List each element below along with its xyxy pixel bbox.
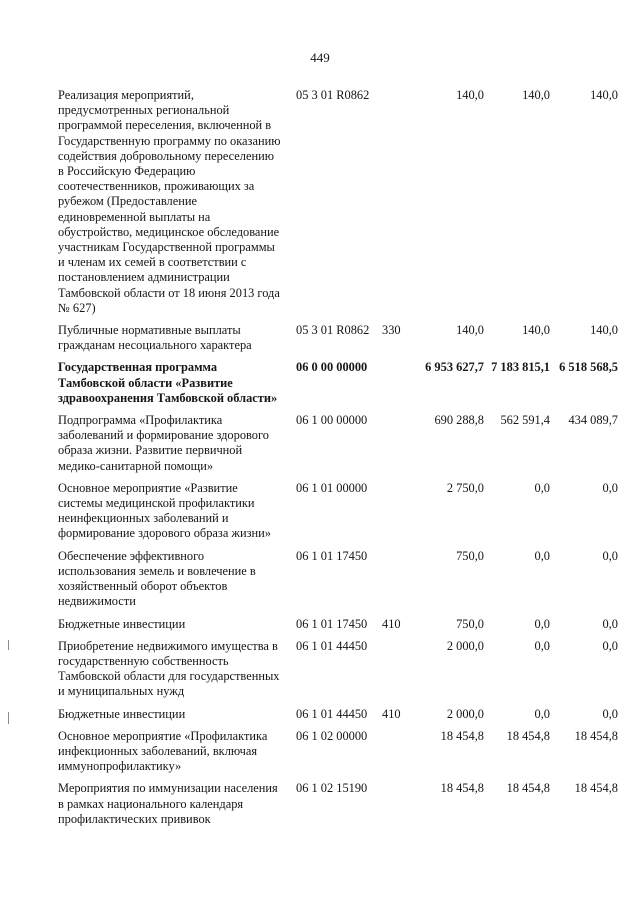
row-name: Реализация мероприятий, предусмотренных региональной программой переселения, включенной в Государственную программу по оказанию содействия добровольному переселению в Российскую Федерацию соотечественников, проживающих за рубежом (Предоставление единовременной выплаты на обустройство, медицинское обследование участникам Государственной программы и членам их семей в соответствии с постановлением администрации Тамбовской области от 18 июня 2013 года № 627) <box>58 88 281 315</box>
table-row <box>58 610 618 632</box>
row-amount-year-1: 2 000,0 <box>446 638 484 653</box>
table-row <box>58 474 618 542</box>
table-row <box>58 353 618 406</box>
row-amount-year-1: 690 288,8 <box>434 413 484 428</box>
row-expense-type: 330 <box>382 323 401 338</box>
row-amount-year-1: 18 454,8 <box>440 728 484 743</box>
row-code: 05 3 01 R0862 <box>296 323 370 338</box>
row-code: 06 1 01 17450 <box>296 616 368 631</box>
row-code: 06 0 00 00000 <box>296 360 368 375</box>
row-expense-type: 410 <box>382 616 401 631</box>
budget-table <box>58 88 618 827</box>
row-expense-type <box>382 88 408 316</box>
row-name: Бюджетные инвестиции <box>58 706 186 721</box>
row-code: 06 1 02 15190 <box>296 781 368 796</box>
row-amount-year-1: 18 454,8 <box>440 781 484 796</box>
row-amount-year-3: 18 454,8 <box>574 728 618 743</box>
table-row <box>58 88 618 316</box>
scan-margin-mark <box>8 712 9 724</box>
row-amount-year-2: 0,0 <box>534 638 550 653</box>
row-amount-year-1: 6 953 627,7 <box>425 360 484 375</box>
row-amount-year-2: 0,0 <box>534 548 550 563</box>
row-name: Основное мероприятие «Профилактика инфекционных заболеваний, включая иммунопрофилактику» <box>58 728 268 774</box>
row-code: 05 3 01 R0862 <box>296 88 370 102</box>
table-row <box>58 632 618 700</box>
row-amount-year-2: 18 454,8 <box>506 781 550 796</box>
row-amount-year-2: 562 591,4 <box>500 413 550 428</box>
row-amount-year-2: 140,0 <box>522 323 550 338</box>
row-expense-type: 410 <box>382 706 401 721</box>
row-amount-year-1: 140,0 <box>456 323 484 338</box>
row-amount-year-2: 140,0 <box>522 88 550 102</box>
row-amount-year-2: 18 454,8 <box>506 728 550 743</box>
row-amount-year-1: 140,0 <box>456 88 484 102</box>
row-expense-type <box>382 353 408 406</box>
row-name: Публичные нормативные выплаты гражданам несоциального характера <box>58 323 252 353</box>
row-name: Бюджетные инвестиции <box>58 616 186 631</box>
row-amount-year-3: 0,0 <box>602 706 618 721</box>
row-code: 06 1 02 00000 <box>296 728 368 743</box>
row-amount-year-3: 0,0 <box>602 616 618 631</box>
row-code: 06 1 01 00000 <box>296 480 368 495</box>
row-expense-type <box>382 632 408 700</box>
row-name: Подпрограмма «Профилактика заболеваний и формирование здорового образа жизни. Развитие первичной медико-санитарной помощи» <box>58 413 269 473</box>
row-expense-type <box>382 722 408 775</box>
row-expense-type <box>382 774 408 827</box>
row-name: Государственная программа Тамбовской области «Развитие здравоохранения Тамбовской области» <box>58 360 278 405</box>
row-amount-year-3: 0,0 <box>602 548 618 563</box>
row-code: 06 1 01 44450 <box>296 706 368 721</box>
row-name: Обеспечение эффективного использования земель и вовлечение в хозяйственный оборот объектов недвижимости <box>58 548 256 609</box>
table-row <box>58 406 618 474</box>
row-amount-year-2: 7 183 815,1 <box>491 360 550 375</box>
row-amount-year-3: 140,0 <box>590 88 618 102</box>
row-amount-year-3: 434 089,7 <box>568 413 618 428</box>
row-amount-year-3: 6 518 568,5 <box>559 360 618 375</box>
row-amount-year-3: 18 454,8 <box>574 781 618 796</box>
table-row <box>58 722 618 775</box>
row-expense-type <box>382 542 408 610</box>
row-name: Основное мероприятие «Развитие системы медицинской профилактики неинфекционных заболеваний и формирование здорового образа жизни» <box>58 480 271 541</box>
table-row <box>58 774 618 827</box>
table-row <box>58 316 618 353</box>
row-name: Приобретение недвижимого имущества в государственную собственность Тамбовской области для государственных и муниципальных нужд <box>58 638 280 699</box>
row-expense-type <box>382 406 408 474</box>
row-amount-year-1: 2 000,0 <box>446 706 484 721</box>
row-amount-year-1: 750,0 <box>456 548 484 563</box>
row-amount-year-3: 140,0 <box>590 323 618 338</box>
table-row <box>58 700 618 722</box>
row-expense-type <box>382 474 408 542</box>
row-code: 06 1 00 00000 <box>296 413 368 428</box>
row-code: 06 1 01 17450 <box>296 548 368 563</box>
row-amount-year-3: 0,0 <box>602 480 618 495</box>
row-amount-year-2: 0,0 <box>534 480 550 495</box>
row-code: 06 1 01 44450 <box>296 638 368 653</box>
row-amount-year-1: 2 750,0 <box>446 480 484 495</box>
scan-margin-mark <box>8 640 9 650</box>
row-amount-year-2: 0,0 <box>534 706 550 721</box>
row-name: Мероприятия по иммунизации населения в рамках национального календаря профилактических прививок <box>58 781 278 826</box>
row-amount-year-3: 0,0 <box>602 638 618 653</box>
row-amount-year-2: 0,0 <box>534 616 550 631</box>
table-row <box>58 542 618 610</box>
page-number: 449 <box>310 50 330 65</box>
row-amount-year-1: 750,0 <box>456 616 484 631</box>
